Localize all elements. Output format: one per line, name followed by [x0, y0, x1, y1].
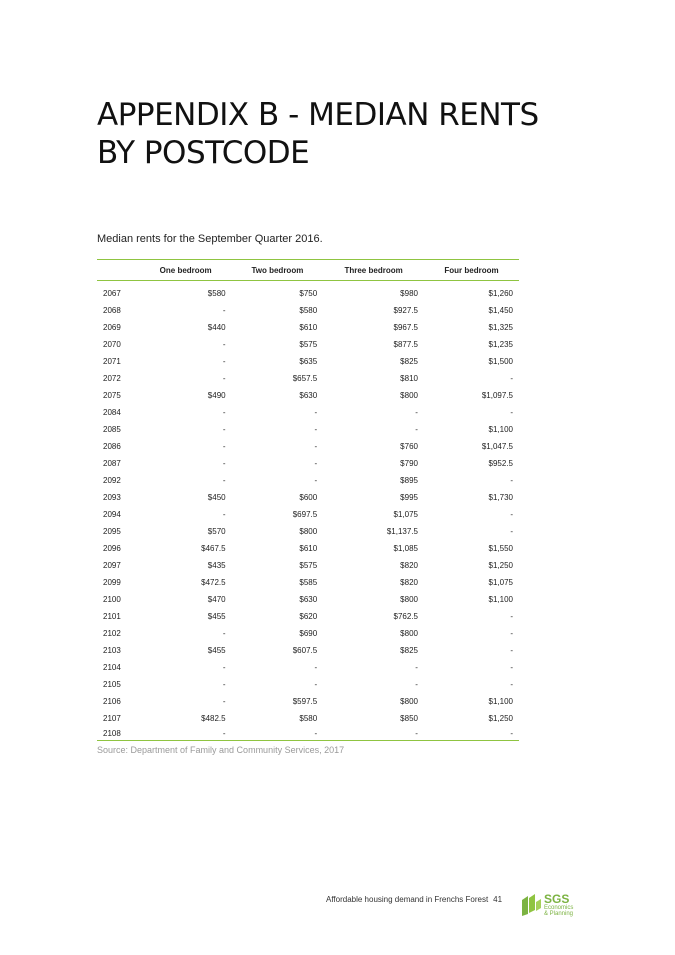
rent-cell: - — [314, 442, 318, 451]
rent-cell: - — [314, 663, 318, 672]
rent-cell: $850 — [400, 714, 418, 723]
rent-cell: $470 — [207, 595, 226, 604]
rent-cell: $927.5 — [393, 306, 418, 315]
rent-cell: $455 — [207, 646, 226, 655]
rent-cell: $800 — [400, 629, 418, 638]
rent-cell: - — [222, 306, 226, 315]
postcode-cell: 2084 — [103, 408, 121, 417]
table-row — [97, 642, 519, 659]
rent-cell: $1,085 — [393, 544, 418, 553]
page-number: 41 — [493, 895, 503, 904]
rent-cell: - — [510, 408, 513, 417]
rent-cell: $1,500 — [488, 357, 513, 366]
table-header-row — [97, 260, 519, 281]
rent-cell: $580 — [299, 306, 318, 315]
rent-cell: $800 — [400, 697, 418, 706]
postcode-cell: 2075 — [103, 391, 121, 400]
postcode-cell: 2086 — [103, 442, 121, 451]
rent-cell: - — [510, 527, 513, 536]
table-row — [97, 727, 519, 741]
rent-cell: $967.5 — [393, 323, 418, 332]
sgs-logo-icon — [520, 892, 542, 918]
postcode-cell: 2068 — [103, 306, 121, 315]
rent-cell: - — [314, 425, 318, 434]
postcode-cell: 2072 — [103, 374, 121, 383]
postcode-cell: 2094 — [103, 510, 121, 519]
rent-cell: - — [222, 408, 226, 417]
rent-cell: $607.5 — [292, 646, 318, 655]
logo-brand: SGS — [544, 892, 570, 906]
rent-cell: $820 — [400, 578, 418, 587]
postcode-cell: 2093 — [103, 493, 121, 502]
logo-subtitle — [544, 905, 573, 917]
postcode-cell: 2101 — [103, 612, 121, 621]
table-row — [97, 438, 519, 455]
sgs-logo — [520, 892, 582, 920]
table-row — [97, 489, 519, 506]
rent-cell: $620 — [299, 612, 318, 621]
source-note: Source: Department of Family and Community Services, 2017 — [97, 745, 345, 755]
rent-cell: - — [222, 425, 226, 434]
postcode-cell: 2108 — [97, 727, 140, 741]
table-row — [97, 319, 519, 336]
postcode-cell: 2095 — [103, 527, 121, 536]
rent-cell: $1,100 — [488, 697, 513, 706]
table-row — [97, 302, 519, 319]
rent-cell: $580 — [207, 289, 226, 298]
rent-cell: - — [222, 340, 226, 349]
table-row — [97, 455, 519, 472]
page-title-line-1: APPENDIX B - MEDIAN RENTS — [97, 97, 539, 133]
table-row — [97, 676, 519, 693]
rent-cell: $482.5 — [201, 714, 226, 723]
rent-cell: - — [510, 646, 513, 655]
rent-cell: $810 — [400, 374, 418, 383]
postcode-cell: 2105 — [103, 680, 121, 689]
rent-cell: - — [323, 727, 424, 741]
rent-cell: $610 — [299, 544, 318, 553]
rent-cell: - — [510, 374, 513, 383]
rent-cell: - — [510, 663, 513, 672]
rent-cell: $657.5 — [292, 374, 318, 383]
table-row — [97, 404, 519, 421]
rent-cell: $750 — [299, 289, 318, 298]
rent-cell: - — [222, 374, 226, 383]
rent-cell: - — [415, 663, 418, 672]
rent-cell: - — [314, 459, 318, 468]
rent-cell: $690 — [299, 629, 318, 638]
postcode-cell: 2102 — [103, 629, 121, 638]
postcode-cell: 2097 — [103, 561, 121, 570]
rent-cell: $1,250 — [488, 714, 513, 723]
rent-cell: $800 — [299, 527, 318, 536]
rent-cell: $472.5 — [201, 578, 226, 587]
column-header: One bedroom — [140, 260, 232, 281]
column-header: Three bedroom — [323, 260, 424, 281]
logo-subtitle-line-1: Economics — [544, 905, 574, 911]
postcode-cell: 2070 — [103, 340, 121, 349]
table-row — [97, 557, 519, 574]
rent-cell: - — [232, 727, 324, 741]
rent-cell: $1,075 — [393, 510, 418, 519]
rent-cell: $800 — [400, 595, 418, 604]
table-row — [97, 710, 519, 727]
rent-cell: - — [222, 459, 226, 468]
rent-cell: - — [314, 408, 318, 417]
rent-cell: $760 — [400, 442, 418, 451]
median-rents-table — [97, 259, 519, 741]
table-row — [97, 540, 519, 557]
postcode-cell: 2092 — [103, 476, 121, 485]
rent-cell: $570 — [207, 527, 226, 536]
rent-cell: $800 — [400, 391, 418, 400]
rent-cell: - — [222, 663, 226, 672]
rent-cell: $1,097.5 — [481, 391, 513, 400]
postcode-cell: 2103 — [103, 646, 121, 655]
postcode-cell: 2067 — [103, 289, 121, 298]
rent-cell: - — [222, 629, 226, 638]
rent-cell: $790 — [400, 459, 418, 468]
table-row — [97, 421, 519, 438]
rent-cell: $877.5 — [393, 340, 418, 349]
table-row — [97, 353, 519, 370]
rent-cell: $762.5 — [393, 612, 418, 621]
rent-cell: $600 — [299, 493, 318, 502]
rent-cell: - — [222, 357, 226, 366]
column-header: Four bedroom — [424, 260, 519, 281]
rent-cell: - — [415, 425, 418, 434]
rent-cell: - — [222, 510, 226, 519]
rent-cell: $1,075 — [488, 578, 513, 587]
rent-cell: - — [424, 727, 519, 741]
rent-cell: $1,137.5 — [386, 527, 418, 536]
postcode-cell: 2104 — [103, 663, 121, 672]
rent-cell: $1,730 — [488, 493, 513, 502]
rent-cell: $490 — [207, 391, 226, 400]
rent-cell: - — [510, 629, 513, 638]
rent-cell: $435 — [207, 561, 226, 570]
rent-cell: $995 — [400, 493, 418, 502]
table-row — [97, 693, 519, 710]
rent-cell: $455 — [207, 612, 226, 621]
rent-cell: $597.5 — [292, 697, 318, 706]
table-row — [97, 608, 519, 625]
table-row — [97, 370, 519, 387]
rent-cell: $825 — [400, 646, 418, 655]
rent-cell: $1,100 — [488, 595, 513, 604]
column-header: Two bedroom — [232, 260, 324, 281]
postcode-cell: 2106 — [103, 697, 121, 706]
table-caption: Median rents for the September Quarter 2016. — [97, 233, 323, 245]
rent-cell: - — [510, 680, 513, 689]
rent-cell: $575 — [299, 561, 318, 570]
rent-cell: $610 — [299, 323, 318, 332]
rent-cell: - — [222, 680, 226, 689]
postcode-cell: 2099 — [103, 578, 121, 587]
rent-cell: $820 — [400, 561, 418, 570]
table-row — [97, 523, 519, 540]
rent-cell: $1,250 — [488, 561, 513, 570]
postcode-cell: 2071 — [103, 357, 121, 366]
page-footer — [326, 895, 502, 904]
rent-cell: $697.5 — [292, 510, 318, 519]
table-row — [97, 625, 519, 642]
rent-cell: - — [510, 510, 513, 519]
logo-subtitle-line-2: & Planning — [544, 911, 574, 917]
postcode-cell: 2087 — [103, 459, 121, 468]
rent-cell: $825 — [400, 357, 418, 366]
rent-cell: $895 — [400, 476, 418, 485]
rent-cell: $1,100 — [488, 425, 513, 434]
rent-cell: $575 — [299, 340, 318, 349]
rent-cell: $580 — [299, 714, 318, 723]
rent-cell: - — [140, 727, 232, 741]
rent-cell: - — [222, 476, 226, 485]
rent-cell: - — [222, 697, 226, 706]
rent-cell: - — [415, 680, 418, 689]
column-header-postcode — [97, 260, 140, 281]
table-row — [97, 281, 519, 303]
page-title — [97, 96, 617, 172]
rent-cell: $1,550 — [488, 544, 513, 553]
postcode-cell: 2100 — [103, 595, 121, 604]
table-row — [97, 574, 519, 591]
rent-cell: - — [415, 408, 418, 417]
postcode-cell: 2085 — [103, 425, 121, 434]
rent-cell: $952.5 — [488, 459, 513, 468]
table-row — [97, 472, 519, 489]
table-row — [97, 591, 519, 608]
table-row — [97, 336, 519, 353]
rent-cell: - — [314, 476, 318, 485]
rent-cell: - — [510, 612, 513, 621]
postcode-cell: 2107 — [103, 714, 121, 723]
table-row — [97, 387, 519, 404]
rent-cell: - — [222, 442, 226, 451]
rent-cell: $1,235 — [488, 340, 513, 349]
rent-cell: $635 — [299, 357, 318, 366]
postcode-cell: 2069 — [103, 323, 121, 332]
rent-cell: - — [314, 680, 318, 689]
table-row — [97, 659, 519, 676]
page-title-line-2: BY POSTCODE — [97, 135, 310, 171]
rent-cell: $585 — [299, 578, 318, 587]
rent-cell: $1,325 — [488, 323, 513, 332]
rent-cell: $1,260 — [488, 289, 513, 298]
rent-cell: $630 — [299, 595, 318, 604]
rent-cell: $1,047.5 — [481, 442, 513, 451]
rent-cell: $630 — [299, 391, 318, 400]
rent-cell: $450 — [207, 493, 226, 502]
rent-cell: - — [510, 476, 513, 485]
rent-cell: $467.5 — [201, 544, 226, 553]
table-row — [97, 506, 519, 523]
rent-cell: $980 — [400, 289, 418, 298]
footer-title: Affordable housing demand in Frenchs Forest — [326, 895, 489, 904]
rent-cell: $440 — [207, 323, 226, 332]
rent-cell: $1,450 — [488, 306, 513, 315]
postcode-cell: 2096 — [103, 544, 121, 553]
